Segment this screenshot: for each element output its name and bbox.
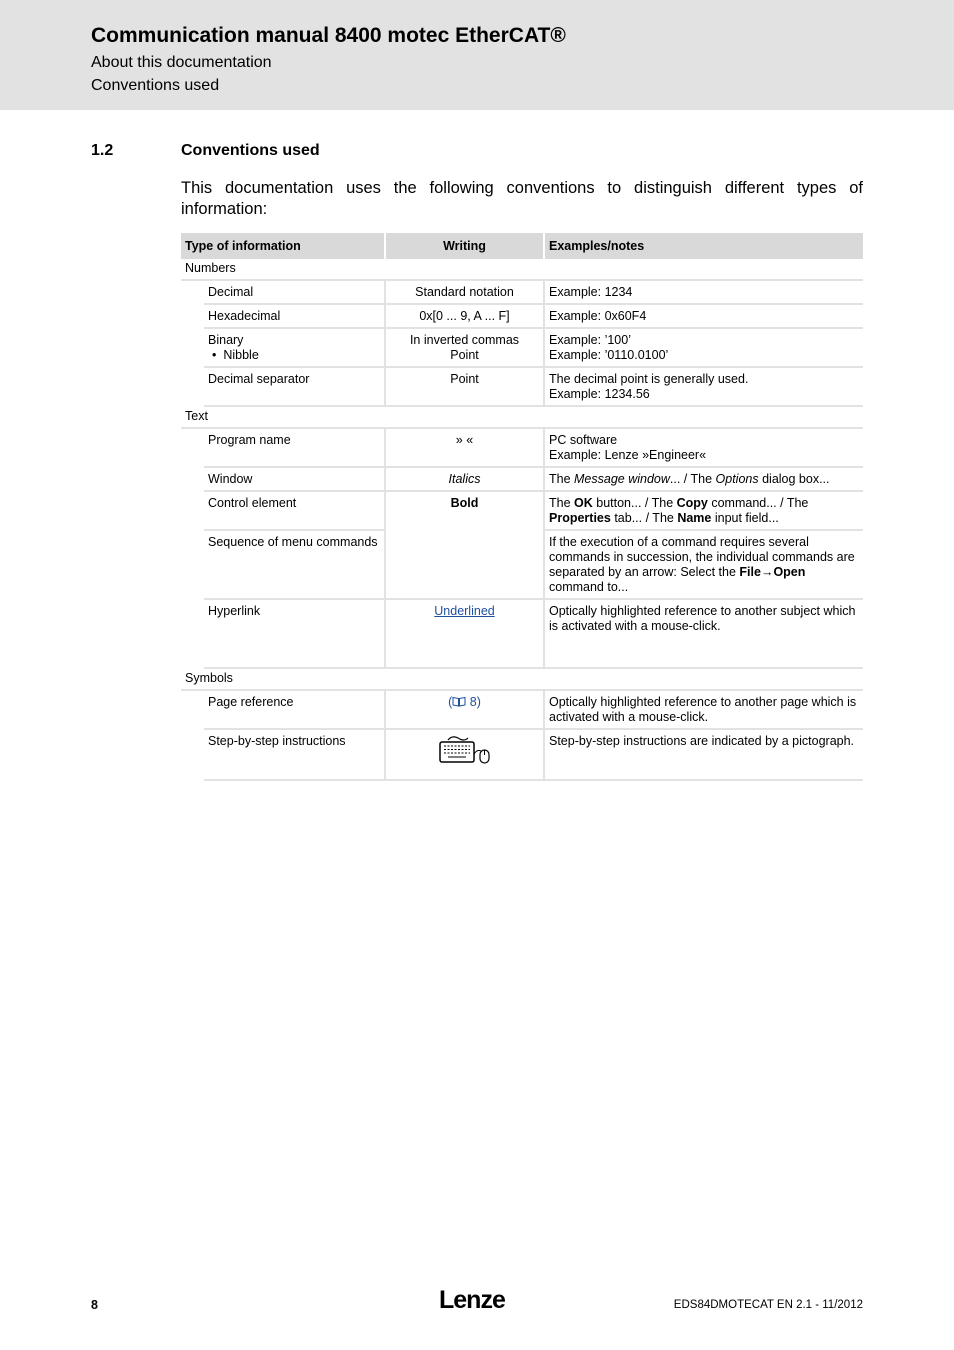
table-row xyxy=(181,468,863,492)
type-cell: Page reference xyxy=(204,691,386,730)
type-cell: Control element xyxy=(204,492,386,531)
type-cell xyxy=(204,329,386,368)
writing-cell xyxy=(386,600,545,669)
underlined-link[interactable]: Underlined xyxy=(434,604,495,618)
table-header-row xyxy=(181,233,863,259)
type-cell: Decimal separator xyxy=(204,368,386,407)
table-row xyxy=(181,600,863,669)
type-cell: Step-by-step instructions xyxy=(204,730,386,781)
column-header-examples: Examples/notes xyxy=(545,233,863,259)
page-reference-link[interactable]: ( 8) xyxy=(448,695,481,709)
example-line: The decimal point is generally used. xyxy=(549,372,749,386)
example-cell: Example: 1234 xyxy=(545,281,863,305)
type-label: Binary xyxy=(208,333,244,347)
writing-cell: Bold xyxy=(386,492,545,600)
table-row xyxy=(181,691,863,730)
page-number: 8 xyxy=(91,1298,98,1312)
column-header-writing: Writing xyxy=(386,233,545,259)
group-label: Text xyxy=(181,407,863,429)
section-number: 1.2 xyxy=(91,142,114,159)
bullet-icon: • xyxy=(212,348,217,362)
document-id: EDS84DMOTECAT EN 2.1 - 11/2012 xyxy=(673,1299,863,1311)
table-row xyxy=(181,329,863,368)
section-breadcrumb: Conventions used xyxy=(91,77,220,94)
writing-cell xyxy=(386,691,545,730)
example-cell: Step-by-step instructions are indicated by a pictograph. xyxy=(545,730,863,781)
writing-cell: Italics xyxy=(386,468,545,492)
example-line: Example: ’100’ xyxy=(549,333,631,347)
type-cell: Decimal xyxy=(204,281,386,305)
group-row-text xyxy=(181,407,863,429)
table-row xyxy=(181,730,863,781)
writing-cell xyxy=(386,730,545,781)
writing-cell: Standard notation xyxy=(386,281,545,305)
type-cell: Program name xyxy=(204,429,386,468)
type-cell: Window xyxy=(204,468,386,492)
example-line: PC software xyxy=(549,433,618,447)
table-row xyxy=(181,492,863,531)
example-cell: The Message window... / The Options dialog box... xyxy=(545,468,863,492)
chapter-title: About this documentation xyxy=(91,54,272,71)
type-cell: Sequence of menu commands xyxy=(204,531,386,600)
writing-cell: 0x[0 ... 9, A ... F] xyxy=(386,305,545,329)
example-cell: Example: 0x60F4 xyxy=(545,305,863,329)
section-title: Conventions used xyxy=(181,142,320,159)
group-row-numbers xyxy=(181,259,863,281)
example-cell xyxy=(545,429,863,468)
manual-title: Communication manual 8400 motec EtherCAT® xyxy=(91,24,566,47)
writing-line: In inverted commas xyxy=(409,333,520,347)
book-icon xyxy=(452,696,466,707)
column-header-type: Type of information xyxy=(181,233,386,259)
example-line: Example: Lenze »Engineer« xyxy=(549,448,707,462)
example-cell: If the execution of a command requires several commands in succession, the individual commands are separated by an arrow: Select the File→Open command to... xyxy=(545,531,863,600)
keyboard-mouse-pictograph xyxy=(438,734,492,766)
group-label: Numbers xyxy=(181,259,863,281)
arrow-icon: → xyxy=(760,565,774,579)
table-row xyxy=(181,305,863,329)
table-row xyxy=(181,281,863,305)
example-cell: The OK button... / The Copy command... / The Properties tab... / The Name input field... xyxy=(545,492,863,531)
sub-type-label: Nibble xyxy=(223,348,259,362)
intro-paragraph: This documentation uses the following conventions to distinguish different types of information: xyxy=(181,179,863,218)
bullet-item xyxy=(208,348,380,363)
writing-cell: Point xyxy=(386,368,545,407)
lenze-logo: Lenze xyxy=(439,1286,505,1314)
example-cell: Optically highlighted reference to another page which is activated with a mouse-click. xyxy=(545,691,863,730)
type-cell: Hyperlink xyxy=(204,600,386,669)
example-line: Example: 1234.56 xyxy=(549,387,650,401)
group-row-symbols xyxy=(181,669,863,691)
writing-line: Point xyxy=(450,348,479,362)
example-line: Example: ’0110.0100’ xyxy=(549,348,669,362)
table-row xyxy=(181,429,863,468)
group-label: Symbols xyxy=(181,669,863,691)
type-cell: Hexadecimal xyxy=(204,305,386,329)
conventions-table xyxy=(181,233,863,781)
writing-cell: » « xyxy=(386,429,545,468)
page-header xyxy=(0,0,954,110)
table-row xyxy=(181,368,863,407)
example-cell xyxy=(545,368,863,407)
example-cell: Optically highlighted reference to another subject which is activated with a mouse-click. xyxy=(545,600,863,669)
example-cell xyxy=(545,329,863,368)
writing-cell xyxy=(386,329,545,368)
